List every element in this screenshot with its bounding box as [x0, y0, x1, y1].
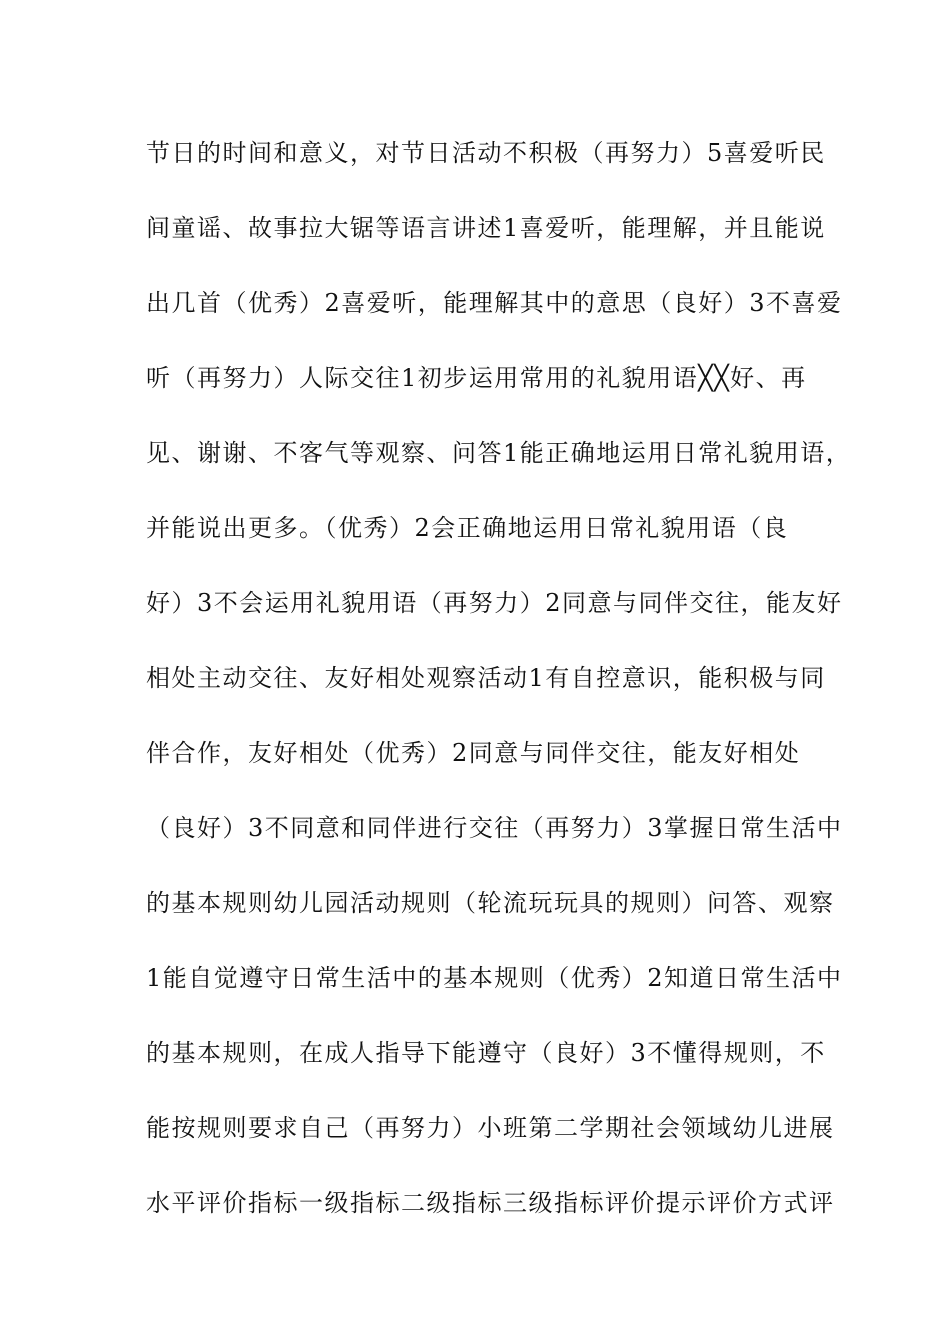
text-line-5: 见、谢谢、不客气等观察、问答1能正确地运用日常礼貌用语， [146, 439, 852, 467]
text-line-11: 的基本规则幼儿园活动规则（轮流玩玩具的规则）问答、观察 [146, 889, 835, 917]
text-line-13: 的基本规则，在成人指导下能遵守（良好）3不懂得规则，不 [146, 1039, 826, 1067]
text-line-9: 伴合作，友好相处（优秀）2同意与同伴交往，能友好相处 [146, 739, 801, 767]
text-line-14: 能按规则要求自己（再努力）小班第二学期社会领域幼儿进展 [146, 1114, 835, 1142]
text-line-7: 好）3不会运用礼貌用语（再努力）2同意与同伴交往，能友好 [146, 589, 843, 617]
text-line-6: 并能说出更多。（优秀）2会正确地运用日常礼貌用语（良 [146, 514, 789, 542]
text-line-3: 出几首（优秀）2喜爱听，能理解其中的意思（良好）3不喜爱 [146, 289, 843, 317]
body-text [146, 132, 852, 1257]
text-line-8: 相处主动交往、友好相处观察活动1有自控意识，能积极与同 [146, 664, 826, 692]
text-line-1: 节日的时间和意义，对节日活动不积极（再努力）5喜爱听民 [146, 139, 826, 167]
text-line-2: 间童谣、故事拉大锯等语言讲述1喜爱听，能理解，并且能说 [146, 214, 826, 242]
text-line-12: 1能自觉遵守日常生活中的基本规则（优秀）2知道日常生活中 [146, 964, 843, 992]
text-line-10: （良好）3不同意和同伴进行交往（再努力）3掌握日常生活中 [146, 814, 843, 842]
text-line-15: 水平评价指标一级指标二级指标三级指标评价提示评价方式评 [146, 1189, 835, 1217]
text-line-4: 听（再努力）人际交往1初步运用常用的礼貌用语╳╳好、再 [146, 364, 807, 392]
